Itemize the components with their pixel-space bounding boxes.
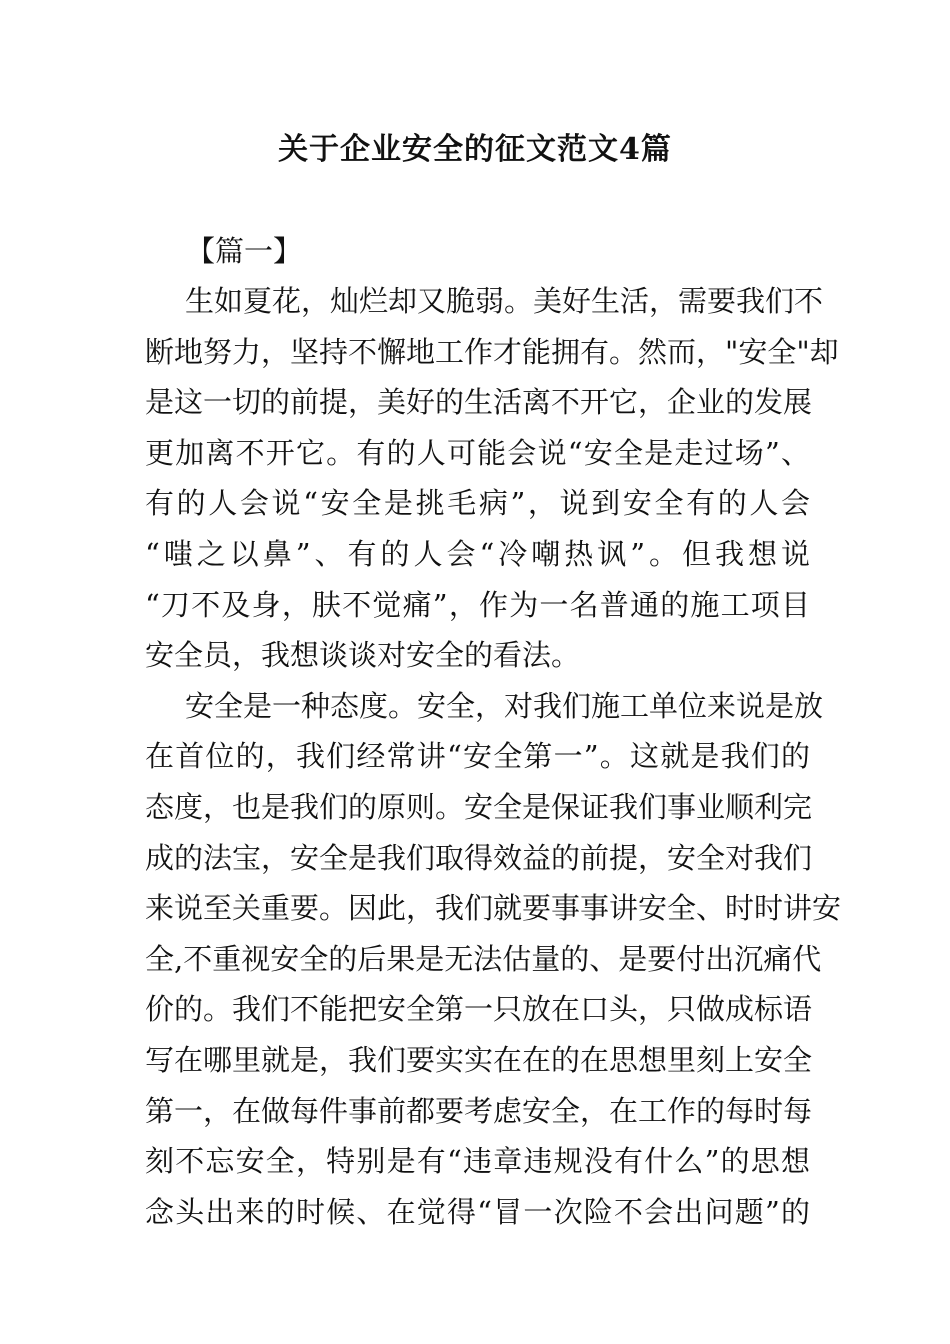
text-line: 全,不重视安全的后果是无法估量的、是要付出沉痛代 bbox=[145, 941, 822, 976]
text-line: 断地努力，坚持不懈地工作才能拥有。然而，"安全"却 bbox=[145, 334, 839, 369]
text-line: “刀不及身，肤不觉痛”，作为一名普通的施工项目 bbox=[145, 587, 810, 622]
text-line: 更加离不开它。有的人可能会说“安全是走过场”、 bbox=[145, 435, 810, 470]
document-title: 关于企业安全的征文范文4篇 bbox=[278, 132, 672, 167]
text-line: 念头出来的时候、在觉得“冒一次险不会出问题”的 bbox=[145, 1194, 810, 1229]
text-line: 生如夏花，灿烂却又脆弱。美好生活，需要我们不 bbox=[185, 284, 824, 318]
text-line: 是这一切的前提，美好的生活离不开它，企业的发展 bbox=[145, 385, 813, 420]
text-line: 在首位的，我们经常讲“安全第一”。这就是我们的 bbox=[145, 739, 810, 774]
text-line: 有的人会说“安全是挑毛病”，说到安全有的人会 bbox=[145, 486, 810, 521]
text-line: 安全员，我想谈谈对安全的看法。 bbox=[145, 638, 581, 673]
text-line: 写在哪里就是，我们要实实在在的在思想里刻上安全 bbox=[145, 1042, 813, 1077]
paragraph-1 bbox=[145, 276, 839, 681]
document-body bbox=[145, 276, 842, 1237]
text-line: 第一，在做每件事前都要考虑安全，在工作的每时每 bbox=[145, 1093, 813, 1128]
text-line: 安全是一种态度。安全，对我们施工单位来说是放 bbox=[185, 688, 824, 723]
text-line: 来说至关重要。因此，我们就要事事讲安全、时时讲安 bbox=[145, 891, 842, 926]
text-line: 态度，也是我们的原则。安全是保证我们事业顺利完 bbox=[145, 789, 813, 824]
section-label: 【篇一】 bbox=[186, 234, 303, 268]
text-line: “嗤之以鼻”、有的人会“冷嘲热讽”。但我想说 bbox=[145, 536, 810, 571]
text-line: 刻不忘安全，特别是有“违章违规没有什么”的思想 bbox=[145, 1144, 810, 1179]
text-line: 价的。我们不能把安全第一只放在口头，只做成标语 bbox=[145, 992, 813, 1027]
paragraph-2 bbox=[145, 681, 842, 1238]
text-line: 成的法宝，安全是我们取得效益的前提，安全对我们 bbox=[145, 840, 813, 875]
